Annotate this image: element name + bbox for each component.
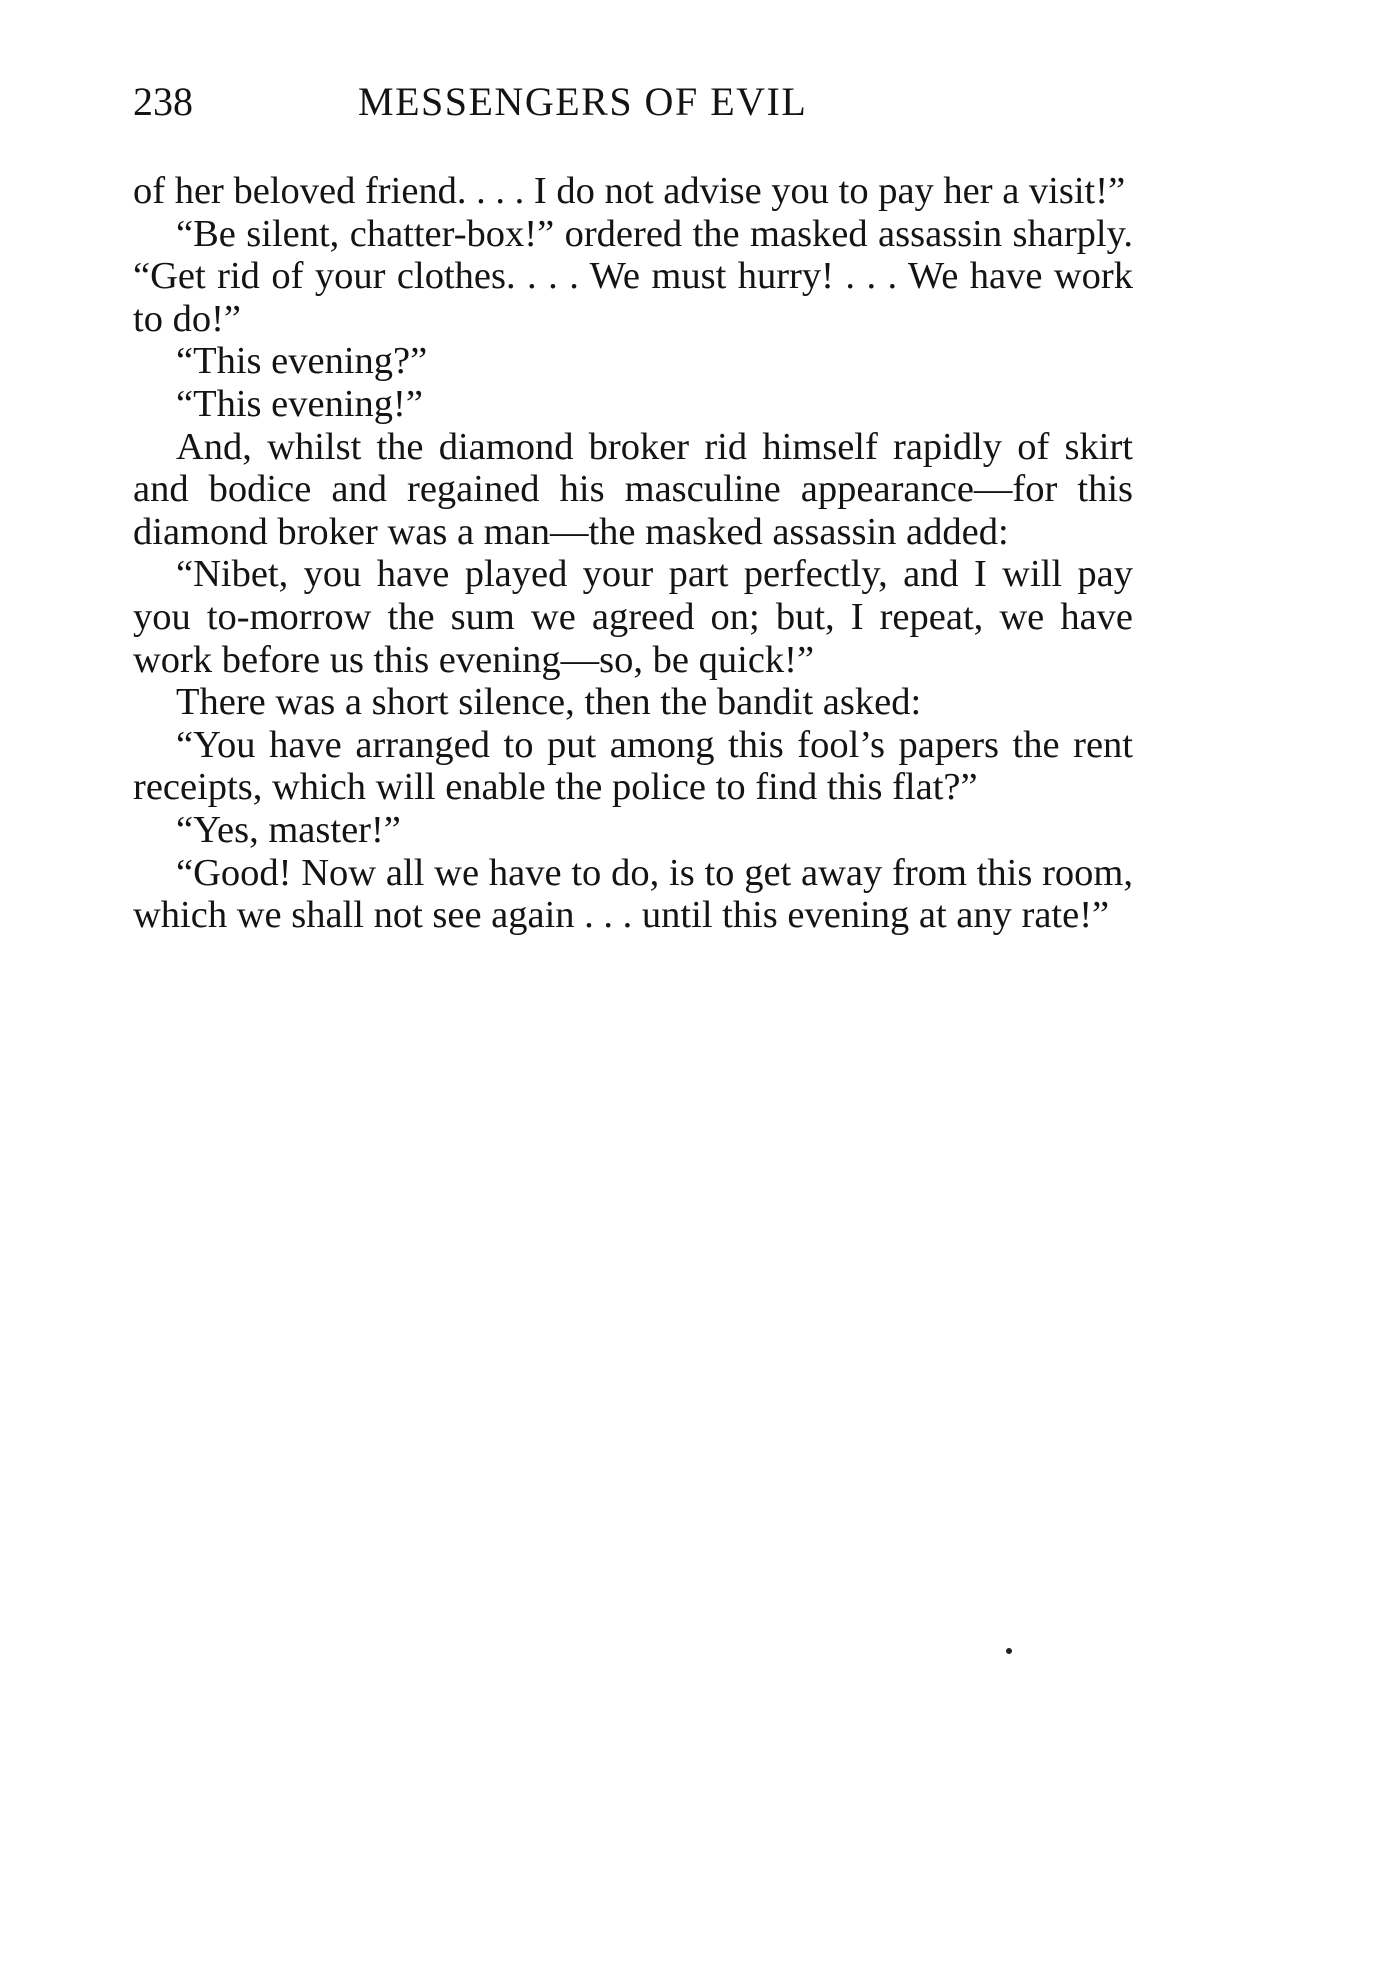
paragraph: “Nibet, you have played your part perfectly, and I will pay you to-morrow the sum we agreed on; but, I repeat, we have work before us this evening—so, be quick!”	[133, 553, 1133, 681]
ink-speck	[1006, 1648, 1012, 1654]
paragraph: And, whilst the diamond broker rid himself rapidly of skirt and bodice and regained his masculine appearance—for this diamond broker was a man—the masked assassin added:	[133, 425, 1133, 553]
paragraph: “This evening!”	[176, 382, 423, 425]
body-text	[133, 170, 1133, 937]
paragraph: There was a short silence, then the bandit asked:	[176, 681, 922, 724]
page-number: 238	[133, 79, 193, 124]
paragraph: “This evening?”	[176, 340, 428, 383]
paragraph: “Good! Now all we have to do, is to get away from this room, which we shall not see again . . . until this evening at any rate!”	[133, 851, 1133, 937]
paragraph: “Be silent, chatter-box!” ordered the masked assassin sharply. “Get rid of your clothes. . . . We must hurry! . . . We have work to do!”	[133, 212, 1133, 340]
paragraph: “You have arranged to put among this fool’s papers the rent receipts, which will enable the police to find this flat?”	[133, 723, 1133, 809]
paragraph: “Yes, master!”	[176, 808, 401, 851]
running-title: MESSENGERS OF EVIL	[358, 79, 808, 124]
page-header	[133, 72, 1133, 132]
paragraph: of her beloved friend. . . . I do not advise you to pay her a visit!”	[133, 170, 1126, 212]
